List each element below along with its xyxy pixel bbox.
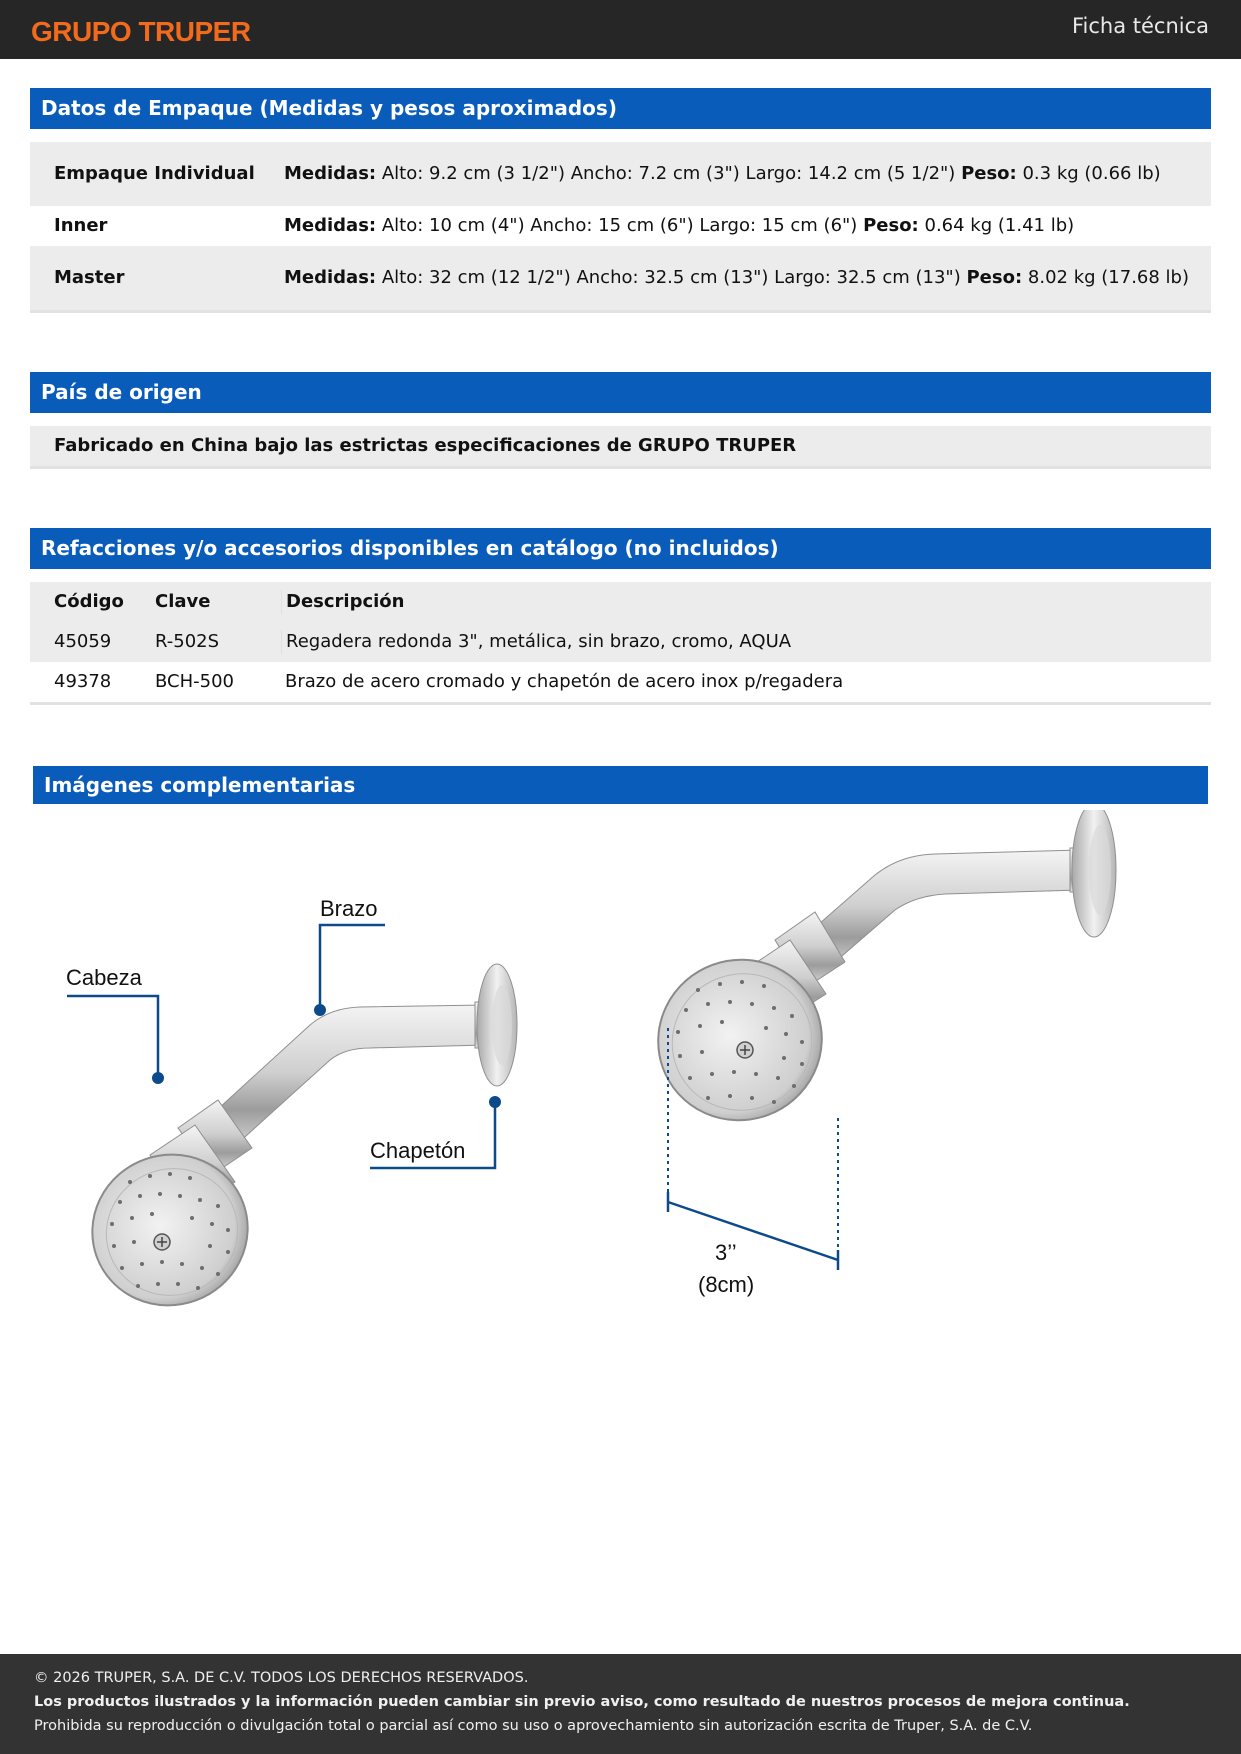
- head-callout-line: [67, 996, 158, 1078]
- brand-logo: GRUPO TRUPER: [31, 16, 251, 47]
- table-row: [30, 662, 1211, 702]
- measures-value: Alto: 9.2 cm (3 1/2") Ancho: 7.2 cm (3") Largo: 14.2 cm (5 1/2"): [381, 163, 956, 184]
- shower-left-view: [66, 896, 517, 1327]
- column-header-code: Código: [54, 591, 124, 612]
- flange-callout-label: Chapetón: [370, 1138, 466, 1163]
- packaging-row-name: Master: [54, 267, 125, 288]
- arm-callout-label: Brazo: [320, 896, 378, 921]
- weight-label: Peso:: [966, 267, 1023, 288]
- footer-notice: Los productos ilustrados y la información pueden cambiar sin previo aviso, como resultado de nuestros procesos de mejora continua.: [34, 1694, 1130, 1710]
- arm-callout-line: [320, 925, 385, 1010]
- packaging-row-inner: [30, 206, 1211, 246]
- weight-value: 8.02 kg (17.68 lb): [1027, 267, 1189, 288]
- packaging-row-details: [284, 266, 1211, 290]
- packaging-row-details: [284, 162, 1211, 186]
- origin-table: [30, 426, 1211, 469]
- spare-code: 45059: [54, 631, 112, 652]
- spare-description: Regadera redonda 3", metálica, sin brazo, cromo, AQUA: [281, 630, 1211, 654]
- dimension-inches: 3’’: [715, 1240, 737, 1265]
- spares-section-title: Refacciones y/o accesorios disponibles en catálogo (no incluidos): [30, 528, 1211, 569]
- spares-table: [30, 582, 1211, 705]
- weight-value: 0.3 kg (0.66 lb): [1022, 163, 1161, 184]
- weight-label: Peso:: [863, 215, 919, 236]
- spare-key: BCH-500: [155, 671, 234, 692]
- measures-label: Medidas:: [284, 267, 377, 288]
- origin-text: Fabricado en China bajo las estrictas especificaciones de GRUPO TRUPER: [54, 435, 797, 456]
- dimension-line: [668, 1202, 838, 1260]
- column-header-description: Descripción: [281, 590, 1211, 614]
- table-row: [30, 622, 1211, 662]
- measures-value: Alto: 32 cm (12 1/2") Ancho: 32.5 cm (13") Largo: 32.5 cm (13"): [381, 267, 961, 288]
- spares-header-row: [30, 582, 1211, 622]
- packaging-row-details: [284, 214, 1211, 238]
- shower-head-left: [71, 1133, 269, 1327]
- packaging-row-name: Inner: [54, 215, 108, 236]
- spare-code: 49378: [54, 671, 112, 692]
- packaging-table: [30, 142, 1211, 313]
- origin-row: [30, 426, 1211, 466]
- packaging-section-title: Datos de Empaque (Medidas y pesos aproximados): [30, 88, 1211, 129]
- measures-label: Medidas:: [284, 215, 377, 236]
- head-callout-label: Cabeza: [66, 965, 142, 990]
- measures-label: Medidas:: [284, 163, 377, 184]
- weight-label: Peso:: [961, 163, 1017, 184]
- column-header-key: Clave: [155, 591, 211, 612]
- footer-legal: Prohibida su reproducción o divulgación total o parcial así como su uso o aprovechamiento sin autorización escrita de Truper, S.A. de C.V.: [34, 1718, 1033, 1734]
- spare-key: R-502S: [155, 631, 220, 652]
- packaging-row-master: [30, 246, 1211, 310]
- dimension-cm: (8cm): [698, 1272, 755, 1297]
- document-type: Ficha técnica: [1071, 14, 1209, 38]
- measures-value: Alto: 10 cm (4") Ancho: 15 cm (6") Largo: 15 cm (6"): [381, 215, 858, 236]
- top-bar: [0, 0, 1241, 59]
- packaging-row-individual: [30, 142, 1211, 206]
- shower-right-view: [636, 810, 1116, 1297]
- images-section-title: Imágenes complementarias: [33, 766, 1208, 804]
- origin-section-title: País de origen: [30, 372, 1211, 413]
- page-footer: [0, 1654, 1241, 1754]
- product-illustration: [30, 810, 1211, 1330]
- packaging-row-name: Empaque Individual: [54, 163, 255, 184]
- footer-copyright: © 2026 TRUPER, S.A. DE C.V. TODOS LOS DERECHOS RESERVADOS.: [34, 1670, 529, 1686]
- weight-value: 0.64 kg (1.41 lb): [924, 215, 1075, 236]
- spare-description: Brazo de acero cromado y chapetón de acero inox p/regadera: [285, 671, 844, 692]
